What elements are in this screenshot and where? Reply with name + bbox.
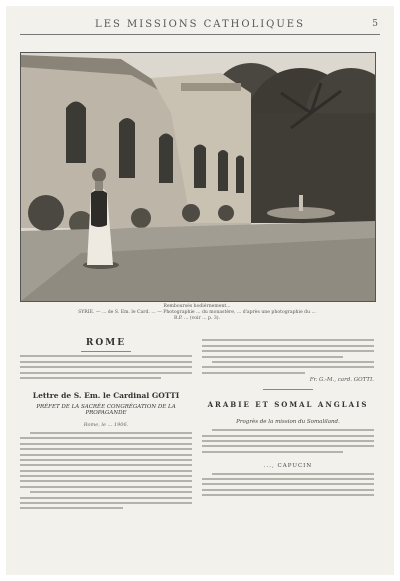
body-text-line <box>20 480 192 482</box>
body-text-line <box>20 464 192 466</box>
body-text-line <box>20 448 192 450</box>
body-text-line <box>20 361 192 363</box>
body-text-line <box>20 355 192 357</box>
body-text-line <box>20 437 192 439</box>
letter-subtitle: PRÉFET DE LA SACRÉE CONGRÉGATION DE LA PROPAGANDE <box>36 403 176 416</box>
body-text-line <box>212 429 374 431</box>
body-text-line <box>20 459 192 461</box>
body-text-line <box>30 432 192 434</box>
caption-line-1: Remboursés hodiérnement... <box>163 304 231 309</box>
body-text-line <box>202 483 374 485</box>
body-text-line <box>202 478 374 480</box>
photo-caption <box>20 304 374 322</box>
letter-title: Lettre de S. Em. le Cardinal GOTTI <box>32 390 180 400</box>
body-text-line <box>202 489 374 491</box>
section-rule <box>263 389 313 390</box>
body-text-line <box>20 377 161 379</box>
body-text-line <box>20 470 192 472</box>
journal-title: LES MISSIONS CATHOLIQUES <box>95 19 305 30</box>
body-text-line <box>202 350 374 352</box>
body-text-line <box>20 372 192 374</box>
document-page <box>6 6 394 575</box>
body-text-line <box>202 494 374 496</box>
body-text-line <box>20 454 192 456</box>
letter-date: Rome, le ... 1906. <box>83 421 129 428</box>
page-number: 5 <box>372 19 378 29</box>
caption-line-2: SYRIE. — ... de S. Em. le Card. ... — Photographie ... du monastère, ... d'après une photographie du ... <box>78 310 316 315</box>
body-text-line <box>202 366 374 368</box>
left-column <box>20 336 192 513</box>
body-text-line <box>20 475 192 477</box>
body-text-line <box>30 491 192 493</box>
body-text-line <box>202 372 305 374</box>
body-text-line <box>202 339 374 341</box>
body-text-line <box>202 345 374 347</box>
section-title-rome: ROME <box>85 338 127 348</box>
body-text-line <box>202 440 374 442</box>
section-title-arabie: ARABIE ET SOMAL ANGLAIS <box>207 400 369 410</box>
body-text-line <box>202 435 374 437</box>
monastery-photograph <box>20 52 376 302</box>
signature: Fr. G.-M., card. GOTTI. <box>309 377 374 384</box>
right-column <box>202 336 374 500</box>
letter-subhead: ..., CAPUCIN <box>263 462 313 469</box>
body-text-line <box>202 356 343 358</box>
body-text-line <box>20 502 192 504</box>
body-text-line <box>212 361 374 363</box>
body-text-line <box>20 497 192 499</box>
section-rule <box>81 351 131 352</box>
body-text-line <box>202 451 343 453</box>
body-text-line <box>212 473 374 475</box>
body-text-line <box>20 443 192 445</box>
body-text-line <box>20 507 123 509</box>
running-header <box>20 18 380 35</box>
article-title: Progrès de la mission du Somaliland. <box>236 419 340 426</box>
body-text-line <box>202 445 374 447</box>
caption-line-3: R.P. ... (voir ... p. 3). <box>174 316 220 321</box>
body-text-line <box>20 366 192 368</box>
body-text-line <box>20 486 192 488</box>
